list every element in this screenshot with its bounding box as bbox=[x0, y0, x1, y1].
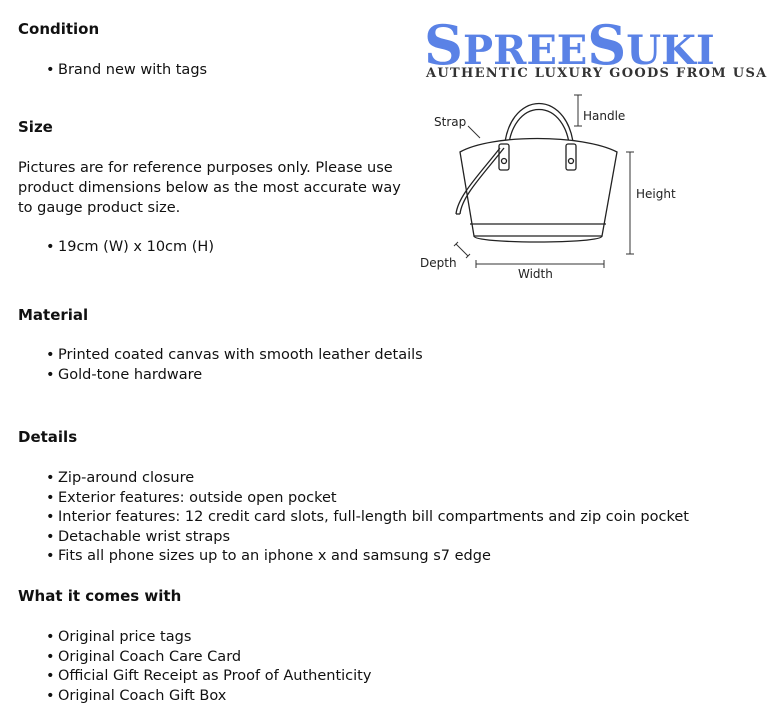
list-item: • Gold-tone hardware bbox=[46, 366, 423, 386]
condition-list bbox=[46, 61, 207, 81]
list-item: • Original Coach Gift Box bbox=[46, 687, 371, 707]
width-label: Width bbox=[518, 267, 553, 281]
list-item: • Zip-around closure bbox=[46, 469, 689, 489]
list-item: • Fits all phone sizes up to an iphone x and samsung s7 edge bbox=[46, 547, 689, 567]
list-item: • Original Coach Care Card bbox=[46, 648, 371, 668]
material-heading: Material bbox=[18, 306, 89, 324]
list-item: • Interior features: 12 credit card slots, full-length bill compartments and zip coin pocket bbox=[46, 508, 689, 528]
list-item: • Original price tags bbox=[46, 628, 371, 648]
comes-with-heading: What it comes with bbox=[18, 587, 182, 605]
bag-illustration bbox=[456, 104, 617, 243]
bag-size-diagram bbox=[412, 86, 712, 286]
strap-label: Strap bbox=[434, 115, 467, 129]
list-item: • 19cm (W) x 10cm (H) bbox=[46, 238, 214, 258]
logo-tagline: AUTHENTIC LUXURY GOODS FROM USA bbox=[426, 66, 768, 81]
depth-label: Depth bbox=[420, 256, 457, 270]
details-list bbox=[46, 469, 689, 567]
height-label: Height bbox=[636, 187, 676, 201]
list-item: • Brand new with tags bbox=[46, 61, 207, 81]
logo-wordmark: SPREESUKI bbox=[424, 13, 715, 77]
spreesuki-logo bbox=[422, 12, 768, 84]
list-item: • Printed coated canvas with smooth leather details bbox=[46, 346, 423, 366]
size-heading: Size bbox=[18, 118, 53, 136]
comes-with-list bbox=[46, 628, 371, 706]
size-note: Pictures are for reference purposes only. Please use product dimensions below as the most accurate way to gauge product size. bbox=[18, 160, 401, 216]
material-list bbox=[46, 346, 423, 385]
list-item: • Detachable wrist straps bbox=[46, 528, 689, 548]
condition-heading: Condition bbox=[18, 20, 100, 38]
size-list bbox=[46, 238, 214, 258]
details-heading: Details bbox=[18, 428, 78, 446]
list-item: • Exterior features: outside open pocket bbox=[46, 489, 689, 509]
handle-label: Handle bbox=[583, 109, 626, 123]
list-item: • Official Gift Receipt as Proof of Authenticity bbox=[46, 667, 371, 687]
